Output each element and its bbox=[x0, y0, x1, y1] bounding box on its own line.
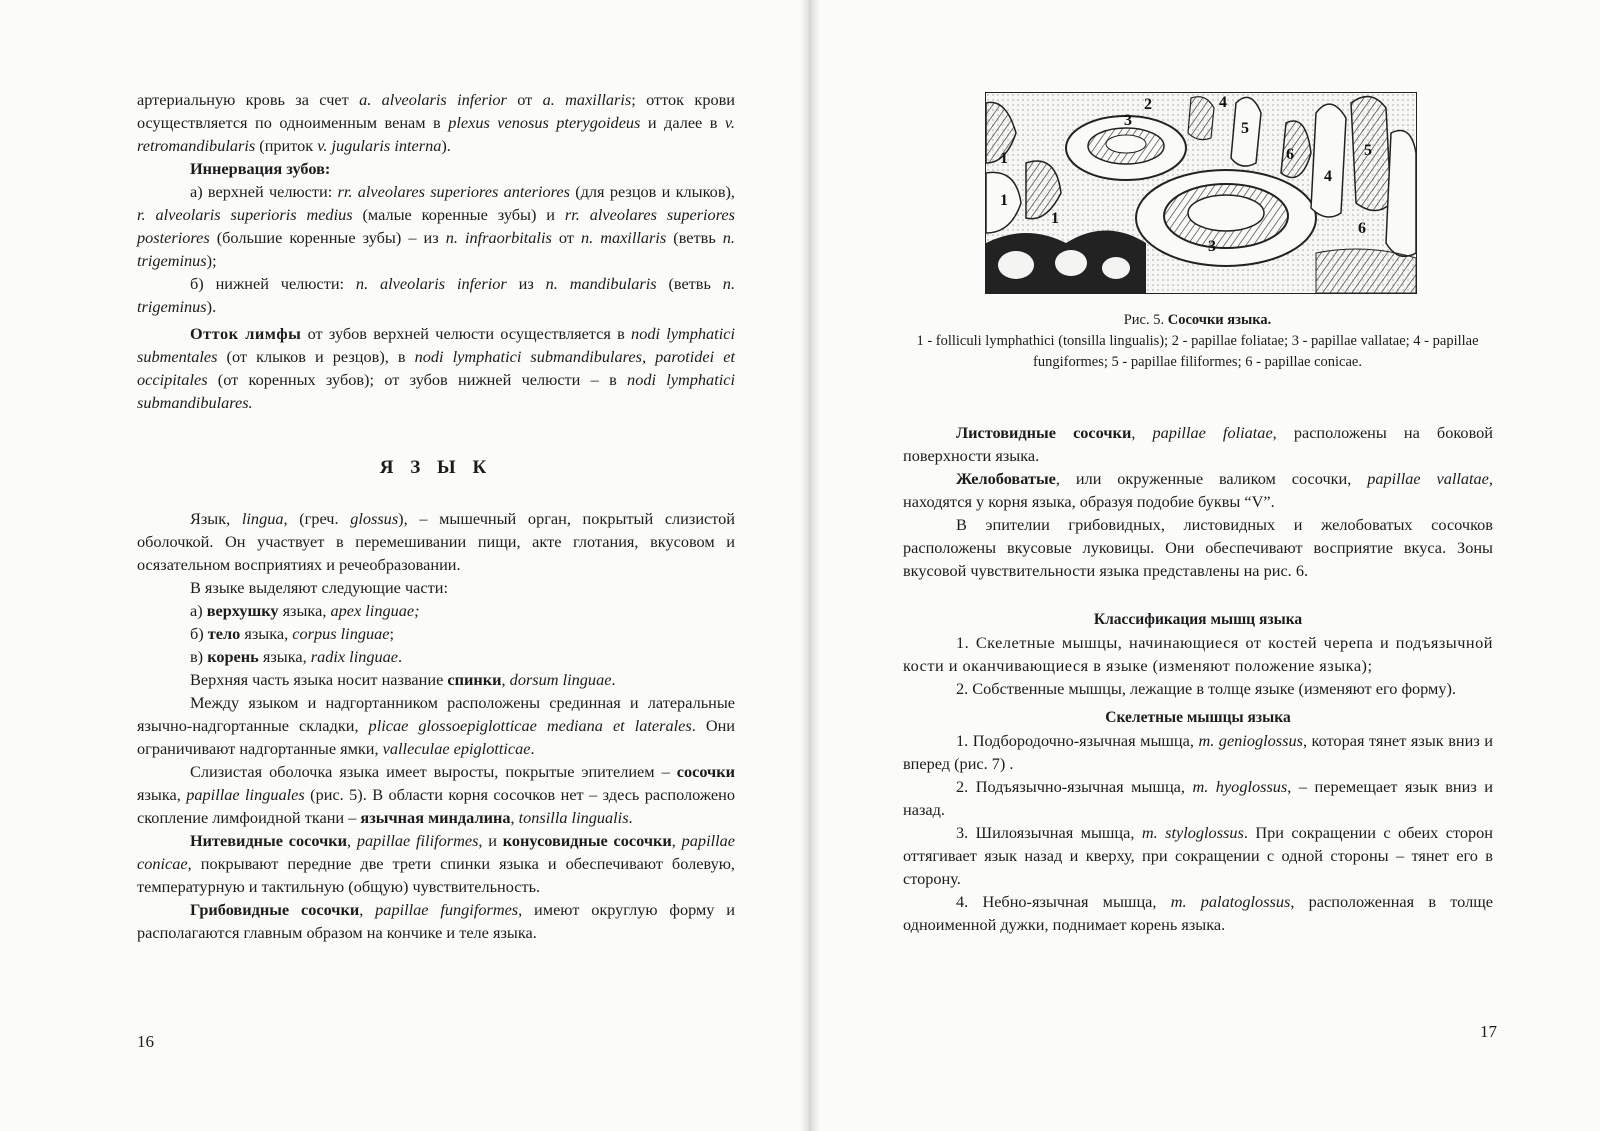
paragraph-lymph: Отток лимфы от зубов верхней челюсти осуществляется в nodi lymphatici submentales (от клыков и резцов), в nodi lymphatici submandibulares, parotidei et occipitales (от коренных зубов); от зубов нижней челюсти – в nodi lymphatici submandibulares. bbox=[137, 324, 735, 412]
muscle-item-2: 2. Подъязычно-язычная мышца, m. hyoglossus, – перемещает язык вниз и назад. bbox=[903, 777, 1494, 819]
innervation-heading: Иннервация зубов: bbox=[190, 159, 331, 178]
figure-label: 5 bbox=[1241, 120, 1249, 137]
paragraph-tongue-intro: Язык, lingua, (греч. glossus), – мышечный орган, покрытый слизистой оболочкой. Он участвует в перемешивании пищи, акте глотания, вкусовом и осязательном восприятиях и речеобразовании. bbox=[137, 509, 736, 574]
skeletal-muscles-heading: Скелетные мышцы языка bbox=[1105, 709, 1291, 726]
left-text-column bbox=[137, 88, 735, 944]
figure-label: 1 bbox=[1000, 150, 1008, 167]
parts-intro: В языке выделяют следующие части: bbox=[190, 578, 448, 597]
figure-label: 6 bbox=[1286, 146, 1294, 163]
papillae-figure bbox=[985, 92, 1417, 294]
paragraph-vallate: Желобоватые, или окруженные валиком сосочки, papillae vallatae, находятся у корня языка, образуя подобие буквы “V”. bbox=[903, 469, 1493, 511]
muscle-item-1: 1. Подбородочно-язычная мышца, m. genioglossus, которая тянет язык вниз и вперед (рис. 7) . bbox=[903, 731, 1493, 773]
classification-item-2: 2. Собственные мышцы, лежащие в толще языке (изменяют его форму). bbox=[956, 679, 1456, 698]
part-apex: а) верхушку языка, apex linguae; bbox=[190, 601, 420, 620]
paragraph-fungiform: Грибовидные сосочки, papillae fungiformes, имеют округлую форму и располагаются главным образом на кончике и теле языка. bbox=[137, 900, 735, 942]
muscle-item-3: 3. Шилоязычная мышца, m. styloglossus. При сокращении с обеих сторон оттягивает язык назад и кверху, при сокращении с одной стороны – тянет его в сторону. bbox=[903, 823, 1494, 888]
figure-label: 6 bbox=[1358, 220, 1366, 237]
caption-legend: 1 - folliculi lymphathici (tonsilla lingualis); 2 - papillae foliatae; 3 - papillae vallatae; 4 - papillae fungiformes; 5 - papillae filiformes; 6 - papillae conicae. bbox=[916, 333, 1479, 370]
classification-heading: Классификация мышц языка bbox=[1093, 611, 1303, 628]
section-title: Я З Ы К bbox=[379, 457, 493, 478]
paragraph-blood-supply: артериальную кровь за счет a. alveolaris inferior от a. maxillaris; отток крови осуществляется по одноименным венам в plexus venosus pterygoideus и далее в v. retromandibularis (приток v. jugularis interna). bbox=[137, 90, 736, 155]
figure-label: 1 bbox=[1000, 192, 1008, 209]
figure-label: 2 bbox=[1144, 96, 1152, 113]
paragraph-foliate: Листовидные сосочки, papillae foliatae, расположены на боковой поверхности языка. bbox=[903, 423, 1494, 465]
paragraph-lower-jaw: б) нижней челюсти: n. alveolaris inferior из n. mandibularis (ветвь n. trigeminus). bbox=[137, 274, 736, 316]
figure-label: 1 bbox=[1051, 210, 1059, 227]
figure-label: 4 bbox=[1219, 94, 1227, 111]
part-body: б) тело языка, corpus linguae; bbox=[190, 624, 395, 643]
paragraph-filiform: Нитевидные сосочки, papillae filiformes, и конусовидные сосочки, papillae conicae, покрывают передние две трети спинки языка и обеспечивают болевую, температурную и тактильную (общую) чувствительность. bbox=[137, 831, 735, 896]
figure-label: 5 bbox=[1364, 142, 1372, 159]
page-number-right: 17 bbox=[1480, 1022, 1497, 1041]
page-number-left: 16 bbox=[137, 1032, 154, 1051]
classification-item-1: 1. Скелетные мышцы, начинающиеся от костей черепа и подъязычной кости и оканчивающиеся в языке (изменяют положение языка); bbox=[903, 633, 1493, 675]
book-gutter bbox=[800, 0, 820, 1131]
caption-title: Рис. 5. Сосочки языка. bbox=[1123, 312, 1272, 328]
muscle-item-4: 4. Небно-язычная мышца, m. palatoglossus, расположенная в толще одноименной дужки, поднимает корень языка. bbox=[903, 892, 1493, 934]
paragraph-upper-jaw: а) верхней челюсти: rr. alveolares superiores anteriores (для резцов и клыков), r. alveolaris superioris medius (малые коренные зубы) и rr. alveolares superiores posteriores (большие коренные зубы) – из n. infraorbitalis от n. maxillaris (ветвь n. trigeminus); bbox=[137, 182, 735, 270]
part-root: в) корень языка, radix linguae. bbox=[190, 647, 403, 666]
figure-label: 3 bbox=[1208, 238, 1216, 255]
figure-caption bbox=[905, 310, 1490, 373]
paragraph-mucosa: Слизистая оболочка языка имеет выросты, покрытые эпителием – сосочки языка, papillae linguales (рис. 5). В области корня сосочков нет – здесь расположено скопление лимфоидной ткани – язычная миндалина, tonsilla lingualis. bbox=[137, 762, 735, 827]
paragraph-taste: В эпителии грибовидных, листовидных и желобоватых сосочков расположены вкусовые луковицы. Они обеспечивают восприятие вкуса. Зоны вкусовой чувствительности языка представлены на рис. 6. bbox=[903, 515, 1493, 580]
paragraph-folds: Между языком и надгортанником расположены срединная и латеральные язычно-надгортанные складки, plicae glossoepiglotticae mediana et laterales. Они ограничивают надгортанные ямки, valleculae epiglotticae. bbox=[137, 693, 736, 758]
figure-label: 4 bbox=[1324, 168, 1332, 185]
papillae-illustration bbox=[986, 93, 1416, 293]
paragraph-dorsum: Верхняя часть языка носит название спинки, dorsum linguae. bbox=[190, 670, 616, 689]
figure-label: 3 bbox=[1124, 112, 1132, 129]
right-text-column bbox=[903, 421, 1493, 936]
